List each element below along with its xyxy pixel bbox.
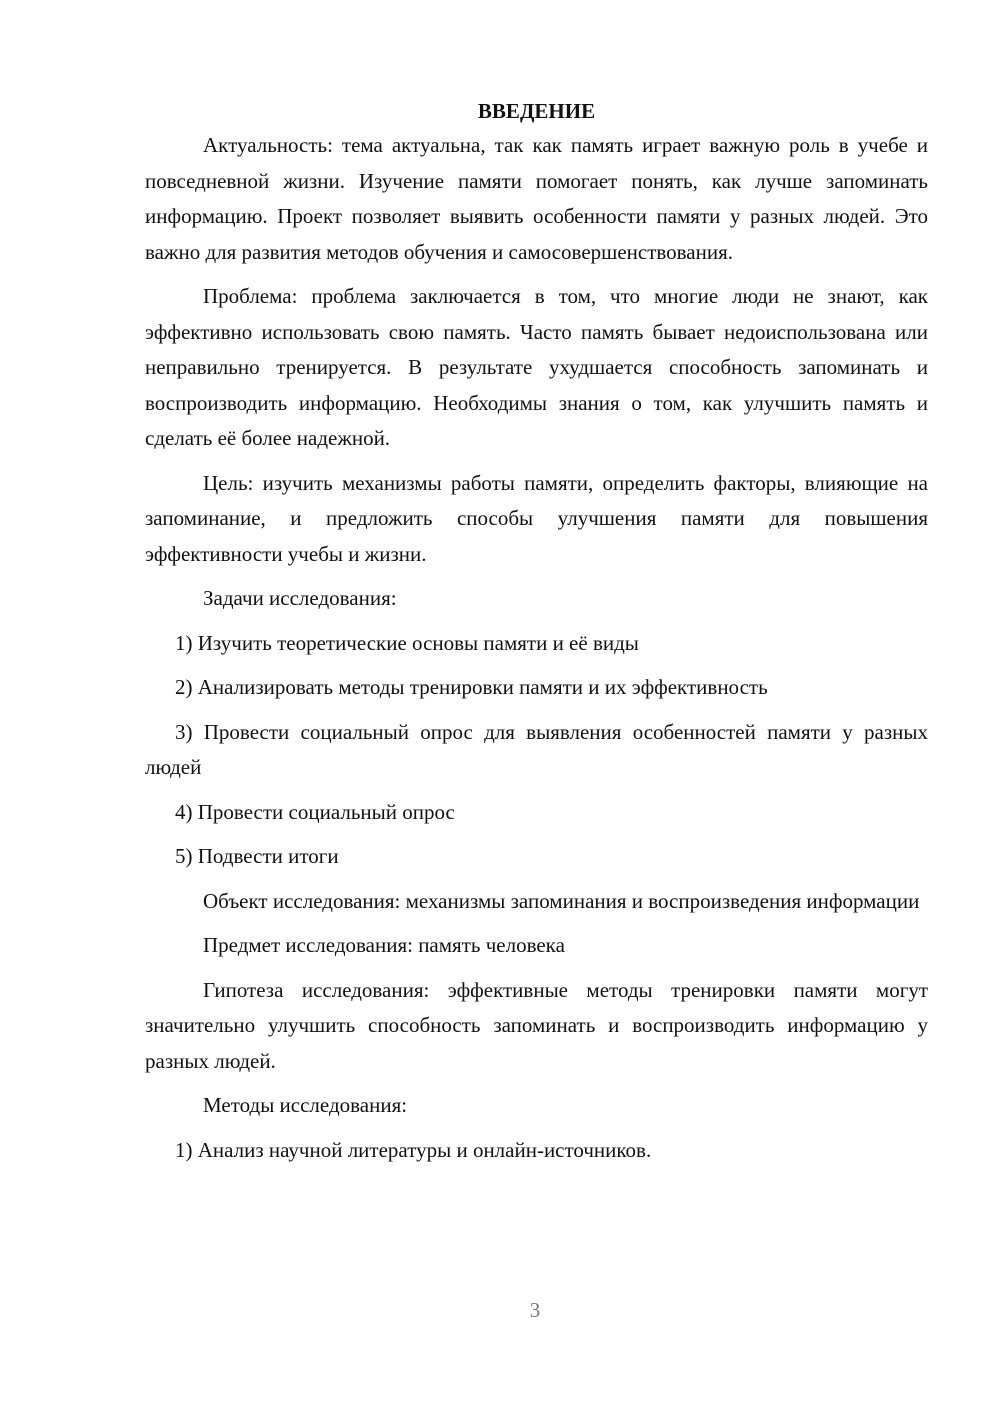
- goal-paragraph: Цель: изучить механизмы работы памяти, определить факторы, влияющие на запоминание, и предложить способы улучшения памяти для повышения эффективности учебы и жизни.: [145, 470, 928, 566]
- methods-heading: Методы исследования:: [203, 1093, 408, 1117]
- hypothesis-paragraph: Гипотеза исследования: эффективные методы тренировки памяти могут значительно улучшить способность запоминать и воспроизводить информацию у разных людей.: [145, 977, 928, 1073]
- problem-paragraph: Проблема: проблема заключается в том, что многие люди не знают, как эффективно использовать свою память. Часто память бывает недоиспользована или неправильно тренируется. В результате ухудшается способность запоминать и воспроизводить информацию. Необходимы знания о том, как улучшить память и сделать её более надежной.: [145, 284, 928, 450]
- task-item-2: 2) Анализировать методы тренировки памяти и их эффективность: [175, 675, 768, 699]
- relevance-paragraph: Актуальность: тема актуальна, так как память играет важную роль в учебе и повседневной жизни. Изучение памяти помогает понять, как лучше запоминать информацию. Проект позволяет выявить особенности памяти у разных людей. Это важно для развития методов обучения и самосовершенствования.: [145, 133, 928, 264]
- tasks-heading: Задачи исследования:: [203, 586, 397, 610]
- subject-paragraph: Предмет исследования: память человека: [203, 933, 565, 957]
- task-item-1: 1) Изучить теоретические основы памяти и её виды: [175, 630, 639, 655]
- page-number: 3: [529, 1298, 541, 1322]
- object-paragraph: Объект исследования: механизмы запоминания и воспроизведения информации: [203, 888, 920, 913]
- task-item-3: 3) Провести социальный опрос для выявления особенностей памяти у разных людей: [145, 719, 928, 779]
- task-item-4: 4) Провести социальный опрос: [175, 799, 455, 824]
- task-item-5: 5) Подвести итоги: [175, 844, 339, 868]
- method-item-1: 1) Анализ научной литературы и онлайн-источников.: [175, 1137, 652, 1162]
- document-page: [145, 96, 928, 1177]
- section-title: ВВЕДЕНИЕ: [477, 99, 596, 123]
